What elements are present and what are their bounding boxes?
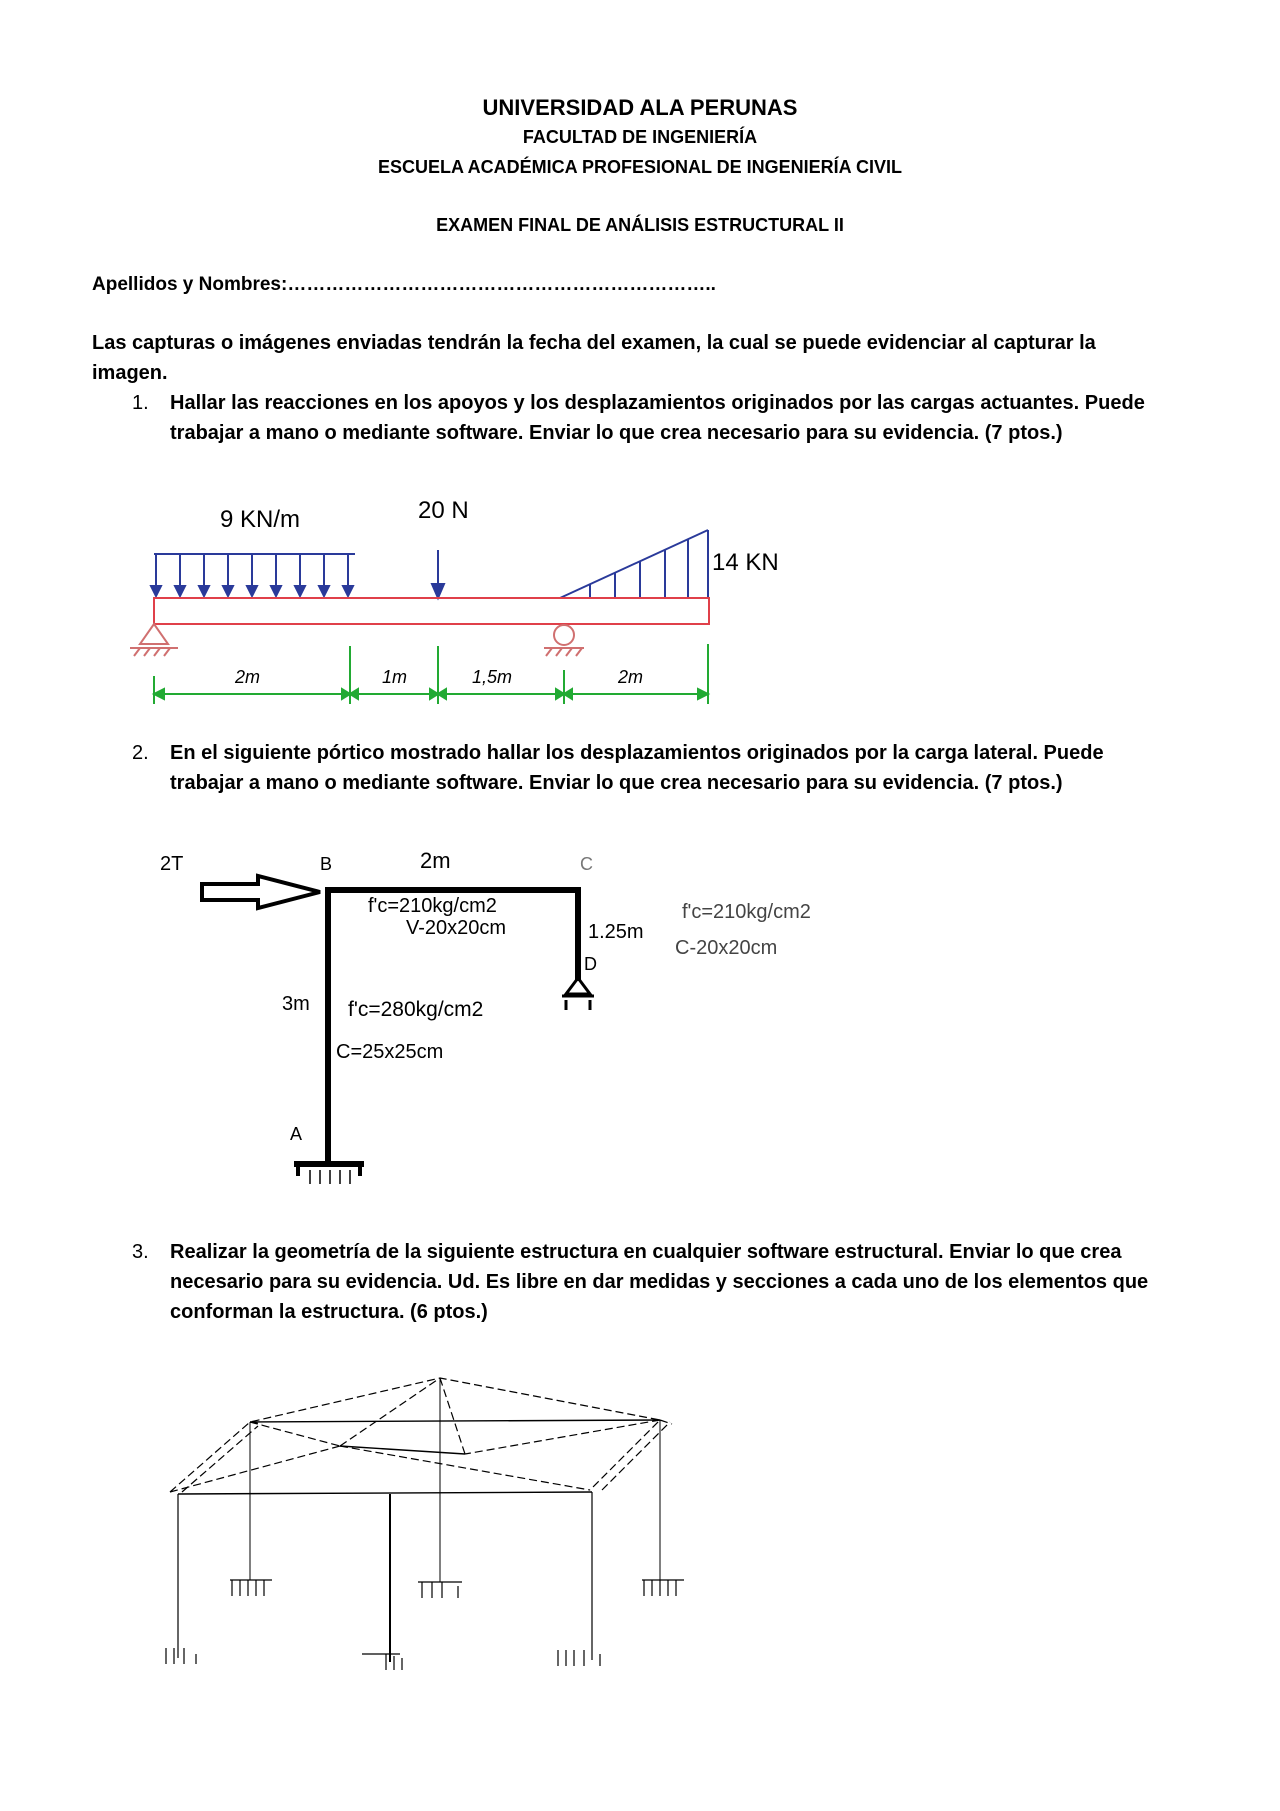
column-section-label: C=25x25cm xyxy=(336,1041,444,1063)
beam-length-label: 2m xyxy=(420,848,451,873)
question-number: 2. xyxy=(132,742,149,764)
fixed-supports xyxy=(160,1580,684,1670)
dim-label-4: 2m xyxy=(618,667,644,687)
faculty-title: FACULTAD DE INGENIERÍA xyxy=(522,127,758,147)
pin-support-d xyxy=(562,978,594,1010)
distributed-load xyxy=(151,554,355,596)
short-col-fc-label: f'c=210kg/cm2 xyxy=(682,901,811,923)
student-name-field: Apellidos y Nombres:………………………………………………………….. xyxy=(92,274,716,295)
triangular-load-label: 14 KN xyxy=(712,549,779,576)
question-text-line: necesario para su evidencia. Ud. Es libre en dar medidas y secciones a cada uno de los elementos que xyxy=(170,1271,1149,1293)
load-arrows xyxy=(151,554,353,596)
pin-support xyxy=(130,624,178,656)
point-load-label: 20 N xyxy=(418,497,469,524)
exam-title: EXAMEN FINAL DE ANÁLISIS ESTRUCTURAL II xyxy=(436,215,844,235)
question-number: 1. xyxy=(132,392,149,414)
roof-dashed-lines xyxy=(170,1378,672,1492)
distributed-load-label: 9 KN/m xyxy=(220,506,301,533)
instructions-line-1: Las capturas o imágenes enviadas tendrán la fecha del examen, la cual se puede evidenciar al capturar la xyxy=(92,332,1096,354)
question-text-line: Realizar la geometría de la siguiente estructura en cualquier software estructural. Enviar lo que crea xyxy=(170,1241,1122,1263)
roller-support xyxy=(544,625,584,656)
beam xyxy=(154,598,709,624)
point-load-arrow xyxy=(432,550,444,598)
short-col-section-label: C-20x20cm xyxy=(675,937,778,959)
university-title: UNIVERSIDAD ALA PERUNAS xyxy=(482,95,798,120)
instructions-line-2: imagen. xyxy=(92,362,168,384)
dim-label-1: 2m xyxy=(235,667,261,687)
question-text-line: trabajar a mano o mediante software. Enviar lo que crea necesario para su evidencia. (7 ptos.) xyxy=(170,772,1063,794)
node-a-label: A xyxy=(290,1124,303,1144)
school-title: ESCUELA ACADÉMICA PROFESIONAL DE INGENIERÍA CIVIL xyxy=(377,157,903,177)
beam-section-label: V-20x20cm xyxy=(406,917,507,939)
dim-label-3: 1,5m xyxy=(472,667,513,687)
question-number: 3. xyxy=(132,1241,149,1263)
node-d-label: D xyxy=(584,954,597,974)
question-text-line: trabajar a mano o mediante software. Enviar lo que crea necesario para su evidencia. (7 ptos.) xyxy=(170,422,1063,444)
question-text-line: En el siguiente pórtico mostrado hallar los desplazamientos originados por la carga lateral. Puede xyxy=(170,742,1104,764)
column-height-label: 3m xyxy=(282,993,310,1015)
triangular-load xyxy=(560,530,708,598)
beam-fc-label: f'c=210kg/cm2 xyxy=(368,895,497,917)
lateral-load-label: 2T xyxy=(160,853,184,875)
node-b-label: B xyxy=(320,854,333,874)
beam-diagram xyxy=(120,480,820,720)
frame-diagram xyxy=(150,840,870,1210)
dim-label-2: 1m xyxy=(382,667,408,687)
column-fc-label: f'c=280kg/cm2 xyxy=(348,998,484,1021)
node-c-label: C xyxy=(580,854,593,874)
fixed-support-a xyxy=(294,1164,364,1184)
question-text-line: Hallar las reacciones en los apoyos y los desplazamientos originados por las cargas actuantes. Puede xyxy=(170,392,1145,414)
structure-3d-diagram xyxy=(160,1360,700,1690)
lateral-load-arrow xyxy=(202,876,320,908)
short-column-label: 1.25m xyxy=(588,921,644,943)
question-text-line: conforman la estructura. (6 ptos.) xyxy=(170,1301,488,1323)
